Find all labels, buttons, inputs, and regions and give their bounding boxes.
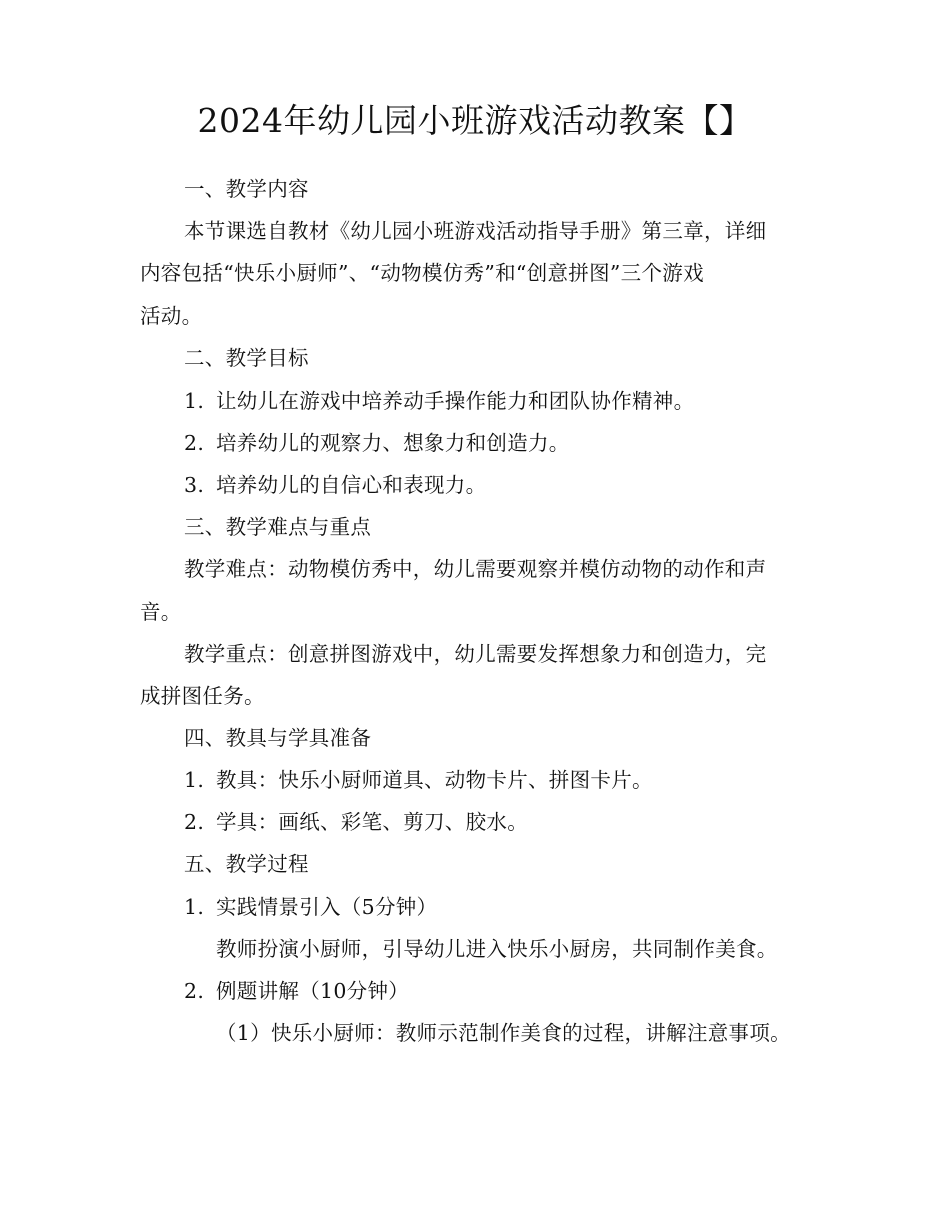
objective-item — [184, 428, 570, 458]
material-item — [184, 807, 528, 837]
list-number: 2. — [184, 810, 205, 834]
section-heading-process: 五、教学过程 — [184, 852, 309, 876]
process-step — [184, 892, 437, 922]
list-number: 1. — [184, 389, 205, 413]
process-step — [184, 976, 409, 1006]
list-text: 学具：画纸、彩笔、剪刀、胶水。 — [216, 810, 528, 834]
list-text: 教具：快乐小厨师道具、动物卡片、拼图卡片。 — [216, 768, 653, 792]
content-paragraph-line-3: 活动。 — [140, 304, 203, 328]
section-heading-objectives: 二、教学目标 — [184, 346, 309, 370]
key-point-line-1: 教学重点：创意拼图游戏中，幼儿需要发挥想象力和创造力，完 — [184, 642, 767, 666]
content-paragraph-line-1: 本节课选自教材《幼儿园小班游戏活动指导手册》第三章，详细 — [184, 219, 767, 243]
list-number: 1. — [184, 895, 205, 919]
section-heading-materials: 四、教具与学具准备 — [184, 726, 372, 750]
list-text: 培养幼儿的观察力、想象力和创造力。 — [216, 431, 570, 455]
key-point-line-2: 成拼图任务。 — [140, 684, 265, 708]
list-number: 2. — [184, 979, 205, 1003]
list-number: 2. — [184, 431, 205, 455]
document-title: 2024年幼儿园小班游戏活动教案【】 — [197, 101, 753, 140]
objective-item — [184, 386, 694, 416]
difficulty-line-2: 音。 — [140, 600, 182, 624]
objective-item — [184, 470, 486, 500]
list-number: 1. — [184, 768, 205, 792]
section-heading-content: 一、教学内容 — [184, 177, 309, 201]
list-text: 实践情景引入（5分钟） — [216, 895, 438, 919]
process-step-detail: 教师扮演小厨师，引导幼儿进入快乐小厨房，共同制作美食。 — [216, 937, 778, 961]
difficulty-line-1: 教学难点：动物模仿秀中，幼儿需要观察并模仿动物的动作和声 — [184, 557, 767, 581]
list-number: 3. — [184, 473, 205, 497]
list-text: 培养幼儿的自信心和表现力。 — [216, 473, 487, 497]
list-text: 例题讲解（10分钟） — [216, 979, 410, 1003]
process-substep: （1）快乐小厨师：教师示范制作美食的过程，讲解注意事项。 — [216, 1021, 791, 1045]
list-text: 让幼儿在游戏中培养动手操作能力和团队协作精神。 — [216, 389, 695, 413]
material-item — [184, 765, 653, 795]
content-paragraph-line-2: 内容包括“快乐小厨师”、“动物模仿秀”和“创意拼图”三个游戏 — [140, 261, 704, 285]
section-heading-difficulties: 三、教学难点与重点 — [184, 515, 372, 539]
